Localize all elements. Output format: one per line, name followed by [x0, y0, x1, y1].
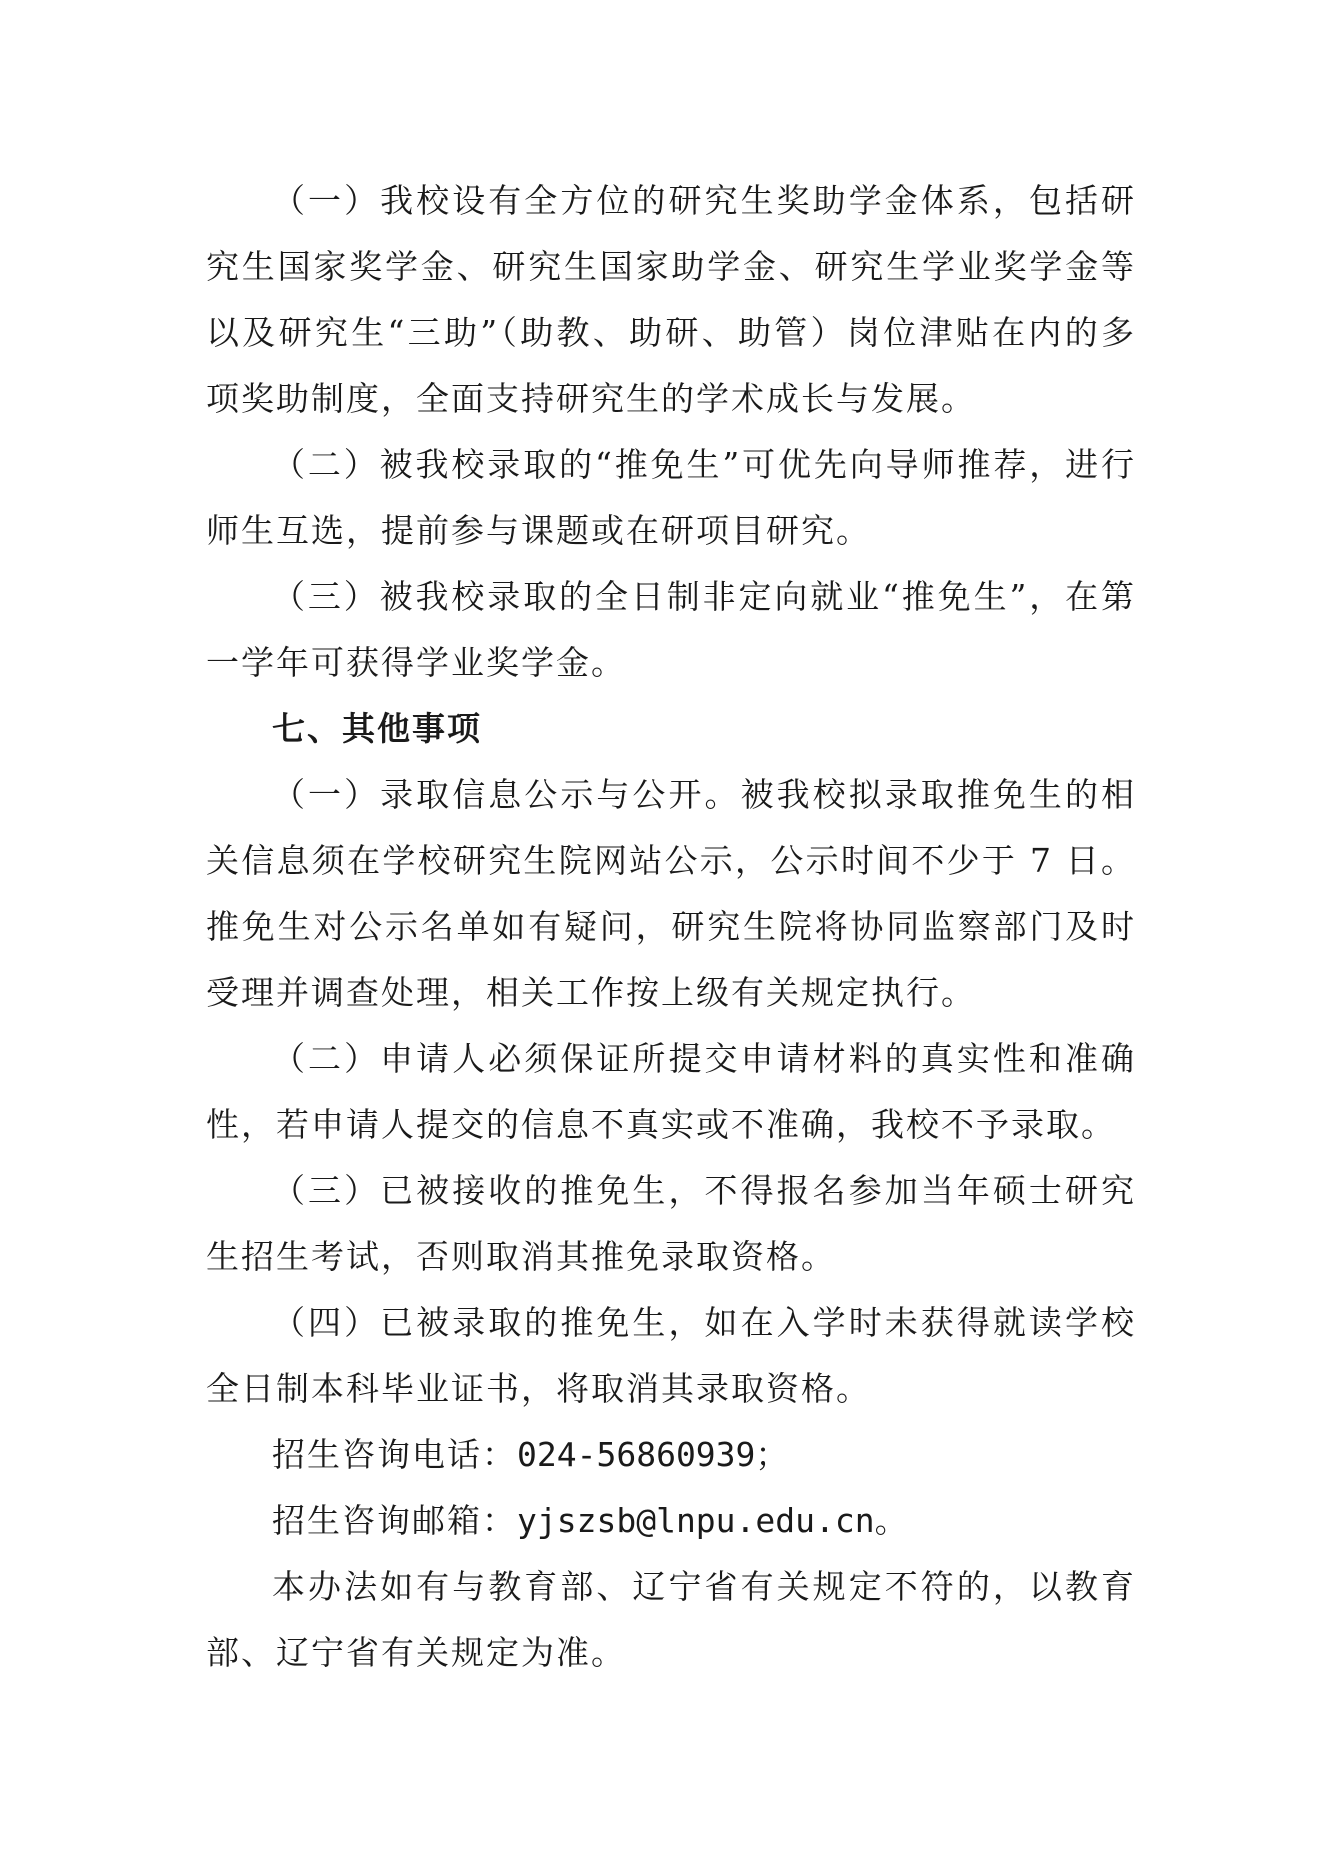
paragraph-material-authenticity: （二）申请人必须保证所提交申请材料的真实性和准确性，若申请人提交的信息不真实或不准确，我校不予录取。: [206, 1039, 1136, 1144]
contact-email-value: yjszsb@lnpu.edu.cn。: [517, 1501, 908, 1540]
contact-phone-label: 招生咨询电话：: [272, 1435, 517, 1474]
document-body: [206, 168, 1136, 1686]
section-heading: 七、其他事项: [272, 709, 482, 748]
paragraph-no-exam-registration: （三）已被接收的推免生，不得报名参加当年硕士研究生招生考试，否则取消其推免录取资格。: [206, 1171, 1136, 1276]
contact-email-label: 招生咨询邮箱：: [272, 1501, 517, 1540]
paragraph-admission-publicity: （一）录取信息公示与公开。被我校拟录取推免生的相关信息须在学校研究生院网站公示，公示时间不少于 7 日。推免生对公示名单如有疑问，研究生院将协同监察部门及时受理并调查处理，相关工作按上级有关规定执行。: [206, 775, 1136, 1012]
paragraph-diploma-requirement: （四）已被录取的推免生，如在入学时未获得就读学校全日制本科毕业证书，将取消其录取资格。: [206, 1303, 1136, 1408]
paragraph-mentor-priority: （二）被我校录取的“推免生”可优先向导师推荐，进行师生互选，提前参与课题或在研项目研究。: [206, 445, 1136, 550]
contact-phone-value: 024-56860939；: [517, 1435, 789, 1474]
paragraph-scholarship-system: （一）我校设有全方位的研究生奖助学金体系，包括研究生国家奖学金、研究生国家助学金、研究生学业奖学金等以及研究生“三助”（助教、助研、助管）岗位津贴在内的多项奖助制度，全面支持研究生的学术成长与发展。: [206, 181, 1136, 418]
contact-email-line: [206, 1488, 1136, 1554]
paragraph-academic-scholarship: （三）被我校录取的全日制非定向就业“推免生”，在第一学年可获得学业奖学金。: [206, 577, 1136, 682]
contact-phone-line: [206, 1422, 1136, 1488]
paragraph-closing: 本办法如有与教育部、辽宁省有关规定不符的，以教育部、辽宁省有关规定为准。: [206, 1567, 1136, 1672]
